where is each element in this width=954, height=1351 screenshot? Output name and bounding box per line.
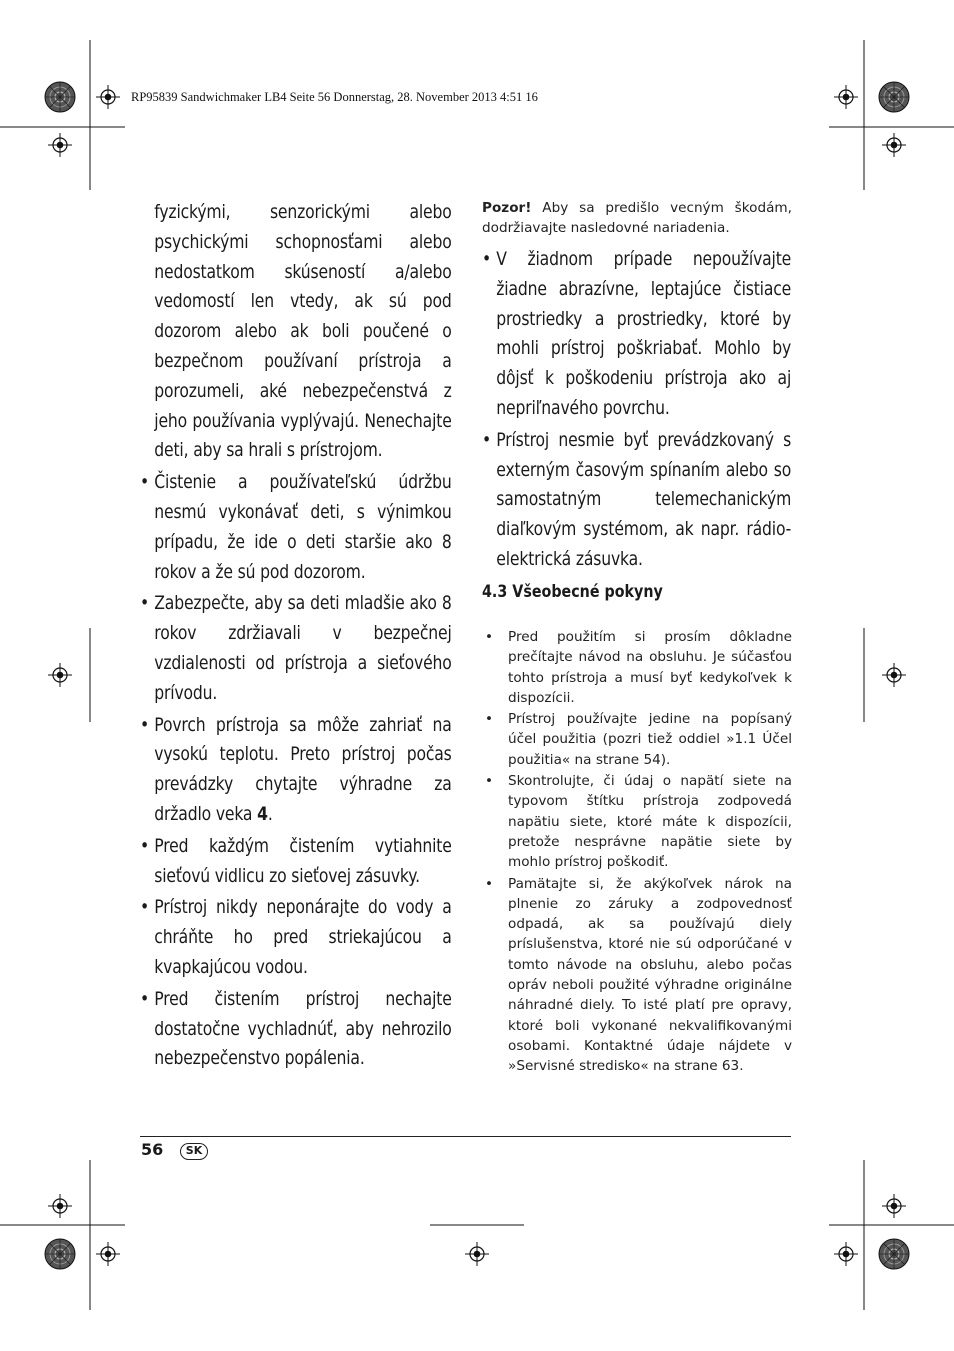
list-item-text: Pred použitím si prosím dôkladne prečítajte návod na obsluhu. Je súčasťou tohto prístroja a musí byť kedykoľvek k dispozícii. (508, 629, 792, 706)
footer-divider (140, 1136, 791, 1137)
list-item (140, 589, 452, 708)
language-badge: SK (180, 1143, 208, 1160)
caution-label: Pozor! (482, 200, 532, 216)
caution-notice (482, 198, 792, 238)
page-number: 56 (141, 1140, 164, 1159)
list-item (482, 627, 792, 708)
print-slug: RP95839 Sandwichmaker LB4 Seite 56 Donnerstag, 28. November 2013 4:51 16 (131, 90, 538, 104)
list-item (482, 426, 791, 575)
bullet: • (140, 897, 150, 919)
color-rosette-mark (45, 82, 75, 112)
registration-mark (882, 663, 906, 687)
bullet: • (140, 472, 150, 494)
registration-mark (96, 1242, 120, 1266)
list-item-text: V žiadnom prípade nepoužívajte žiadne abrazívne, leptajúce čistiace prostriedky a prostriedky, ktoré by mohli prístroj poškriabať. Mohlo by dôjsť k poškodeniu prístroja ako aj nepriľnavého povrchu. (496, 249, 792, 419)
registration-mark (834, 1242, 858, 1266)
intro-paragraph: fyzickými, senzorickými alebo psychickými schopnosťami alebo nedostatkom skúseností a/alebo vedomostí len vtedy, ak sú pod dozorom alebo ak boli poučené o bezpečnom používaní prístroja a porozumeli, aké nebezpečenstvá z jeho používania vyplývajú. Nenechajte deti, aby sa hrali s prístrojom. (154, 202, 452, 462)
list-item (482, 245, 791, 424)
left-column (140, 198, 452, 1074)
list-item-text: Prístroj nikdy neponárajte do vody a chráňte ho pred striekajúcou a kvapkajúcou vodou. (154, 897, 452, 978)
bullet: • (485, 875, 494, 892)
bullet: • (485, 773, 494, 790)
caution-text: Aby sa predišlo vecným škodám, dodržiavajte nasledovné nariadenia. (482, 200, 792, 236)
bullet: • (140, 593, 150, 615)
list-item (140, 832, 452, 892)
list-item (482, 771, 792, 872)
registration-mark (96, 85, 120, 109)
list-item-text: Pamätajte si, že akýkoľvek nárok na plnenie zo záruky a zodpovednosť odpadá, ak sa používajú diely príslušenstva, ktoré nie sú odporúčané v tomto návode na obsluhu, alebo počas opráv neboli použité výhradne originálne náhradné diely. To isté platí pre opravy, ktoré boli vykonané nekvalifikovanými osobami. Kontaktné údaje nájdete v »Servisné stredisko« na strane 63. (508, 875, 792, 1075)
list-item (140, 985, 452, 1074)
list-item-text: Prístroj používajte jedine na popísaný účel použitia (pozri tiež oddiel »1.1 Účel použitia« na strane 54). (508, 711, 792, 768)
color-rosette-mark (45, 1239, 75, 1269)
list-item-text: Prístroj nesmie byť prevádzkovaný s externým časovým spínaním alebo so samostatným telemechanickým diaľkovým systémom, ak napr. rádio-elektrická zásuvka. (496, 429, 792, 570)
list-item-text: Čistenie a používateľskú údržbu nesmú vykonávať deti, s výnimkou prípadu, že ide o deti staršie ako 8 rokov a že sú pod dozorom. (154, 472, 452, 583)
part-reference: 4 (257, 803, 268, 825)
sentence-end: . (267, 803, 273, 825)
registration-mark (48, 133, 72, 157)
bullet: • (482, 429, 492, 451)
registration-mark (48, 663, 72, 687)
list-item-text: Zabezpečte, aby sa deti mladšie ako 8 rokov zdržiavali v bezpečnej vzdialenosti od prístroja a sieťového prívodu. (154, 593, 452, 704)
bullet: • (140, 714, 150, 736)
bullet: • (482, 249, 492, 270)
bullet: • (485, 711, 494, 728)
section-heading: 4.3 Všeobecné pokyny (482, 582, 663, 602)
list-item (140, 711, 452, 830)
list-item (140, 468, 452, 587)
registration-mark (834, 85, 858, 109)
color-rosette-mark (879, 82, 909, 112)
list-item-text: Skontrolujte, či údaj o napätí siete na typovom štítku prístroja zodpovedá napätiu siete, ktoré máte k dispozícii, pretože nesprávne napätie siete by mohlo prístroj poškodiť. (508, 773, 792, 871)
registration-mark (465, 1242, 489, 1266)
general-instructions-list (482, 627, 792, 1078)
list-item-text: Povrch prístroja sa môže zahriať na vysokú teplotu. Preto prístroj počas prevádzky chytajte výhradne za držadlo veka (154, 714, 452, 825)
caution-list (482, 245, 791, 575)
bullet: • (485, 629, 494, 645)
list-item-text: Pred čistením prístroj nechajte dostatočne vychladnúť, aby nehrozilo nebezpečenstvo popálenia. (154, 988, 452, 1070)
list-item-text: Pred každým čistením vytiahnite sieťovú vidlicu zo sieťovej zásuvky. (154, 835, 452, 887)
registration-mark (882, 133, 906, 157)
bullet: • (140, 988, 150, 1010)
list-item (482, 709, 792, 770)
registration-mark (882, 1194, 906, 1218)
list-item (482, 874, 792, 1077)
color-rosette-mark (879, 1239, 909, 1269)
bullet: • (140, 835, 150, 857)
registration-mark (48, 1194, 72, 1218)
right-column (482, 198, 792, 577)
list-item (140, 893, 452, 982)
